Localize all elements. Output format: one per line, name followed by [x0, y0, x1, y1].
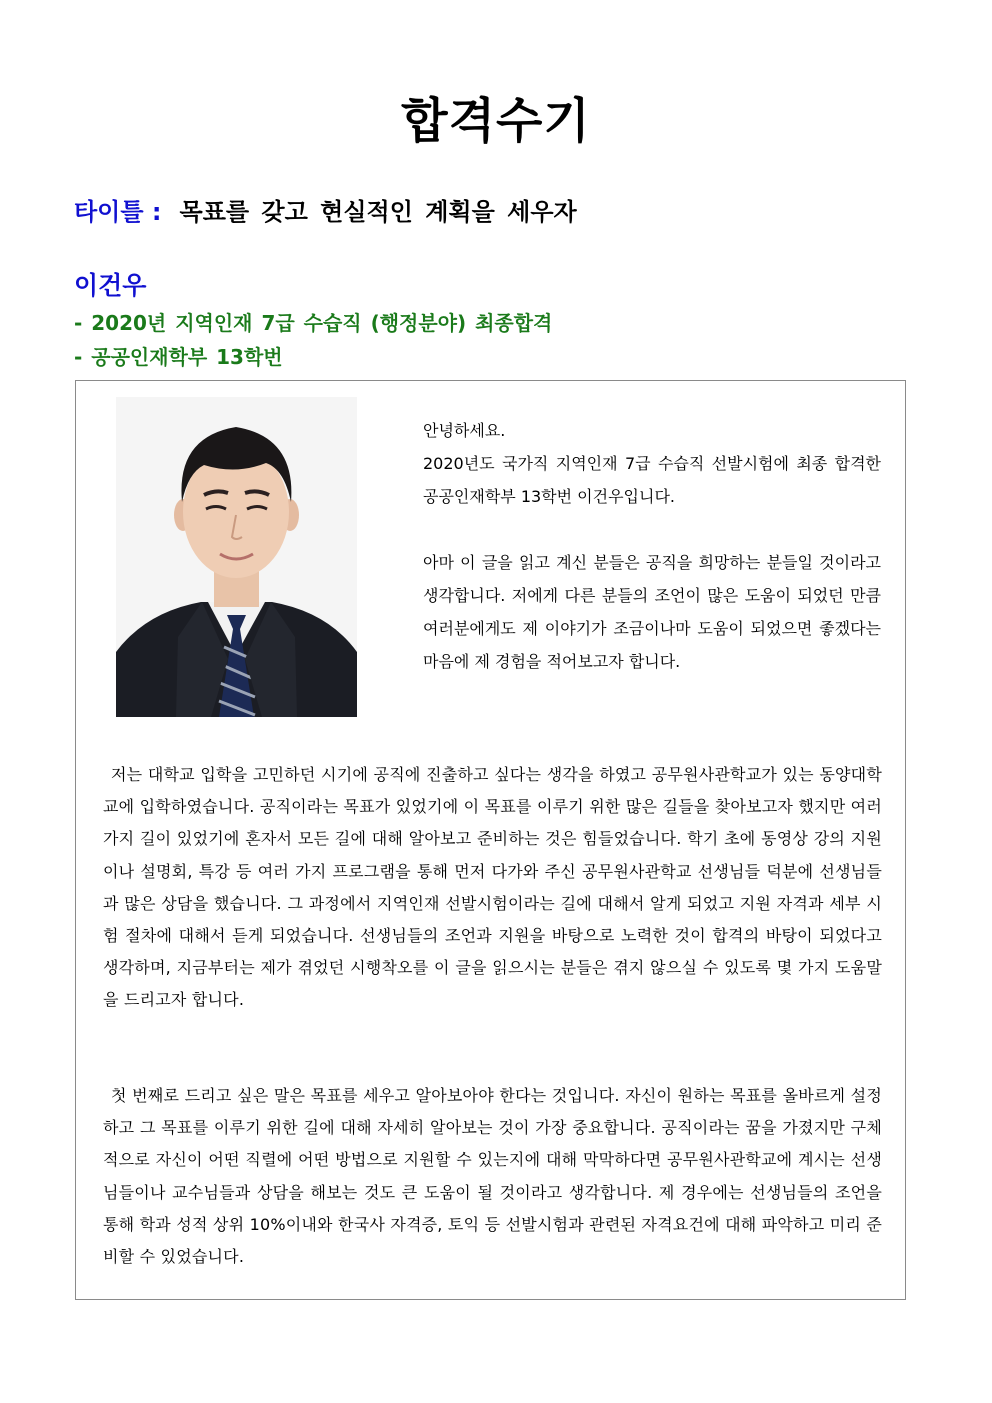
greeting-hello: 안녕하세요. — [423, 421, 506, 440]
subtitle — [74, 192, 577, 227]
author-info-major: - 공공인재학부 13학번 — [74, 345, 283, 369]
portrait-image — [116, 397, 357, 717]
greeting-intro: 2020년도 국가직 지역인재 7급 수습직 선발시험에 최종 합격한 공공인재학부 13학번 이건우입니다. — [423, 454, 881, 506]
page-title: 합격수기 — [401, 93, 591, 149]
greeting-block — [423, 414, 881, 678]
subtitle-text: 목표를 갖고 현실적인 계획을 세우자 — [179, 198, 577, 226]
author-info-exam: - 2020년 지역인재 7급 수습직 (행정분야) 최종합격 — [74, 311, 553, 335]
author-name: 이건우 — [74, 271, 147, 300]
author-photo — [116, 397, 357, 717]
body-paragraph-1: 저는 대학교 입학을 고민하던 시기에 공직에 진출하고 싶다는 생각을 하였고 공무원사관학교가 있는 동양대학교에 입학하였습니다. 공직이라는 목표가 있었기에 이 목표를 이루기 위한 많은 길들을 찾아보고자 했지만 여러 가지 길이 있었기에 혼자서 모든 길에 대해 알아보고 준비하는 것은 힘들었습니다. 학기 초에 동영상 강의 지원이나 설명회, 특강 등 여러 가지 프로그램을 통해 먼저 다가와 주신 공무원사관학교 선생님들 덕분에 선생님들과 많은 상담을 했습니다. 그 과정에서 지역인재 선발시험이라는 길에 대해서 알게 되었고 지원 자격과 세부 시험 절차에 대해서 듣게 되었습니다. 선생님들의 조언과 지원을 바탕으로 노력한 것이 합격의 바탕이 되었다고 생각하며, 지금부터는 제가 겪었던 시행착오를 이 글을 읽으시는 분들은 겪지 않으실 수 있도록 몇 가지 도움말을 드리고자 합니다. — [103, 765, 882, 1010]
body-paragraph-2: 첫 번째로 드리고 싶은 말은 목표를 세우고 알아보아야 한다는 것입니다. 자신이 원하는 목표를 올바르게 설정하고 그 목표를 이루기 위한 길에 대해 자세히 알아보는 것이 가장 중요합니다. 공직이라는 꿈을 가졌지만 구체적으로 자신이 어떤 직렬에 어떤 방법으로 지원할 수 있는지에 대해 막막하다면 공무원사관학교에 계시는 선생님들이나 교수님들과 상담을 해보는 것도 큰 도움이 될 것이라고 생각합니다. 제 경우에는 선생님들의 조언을 통해 학과 성적 상위 10%이내와 한국사 자격증, 토익 등 선발시험과 관련된 자격요건에 대해 파악하고 미리 준비할 수 있었습니다. — [103, 1086, 882, 1267]
subtitle-label: 타이틀 : — [74, 198, 162, 226]
greeting-purpose: 아마 이 글을 읽고 계신 분들은 공직을 희망하는 분들일 것이라고 생각합니다. 저에게 다른 분들의 조언이 많은 도움이 되었던 만큼 여러분에게도 제 이야기가 조금이나마 도움이 되었으면 좋겠다는 마음에 제 경험을 적어보고자 합니다. — [423, 553, 881, 671]
